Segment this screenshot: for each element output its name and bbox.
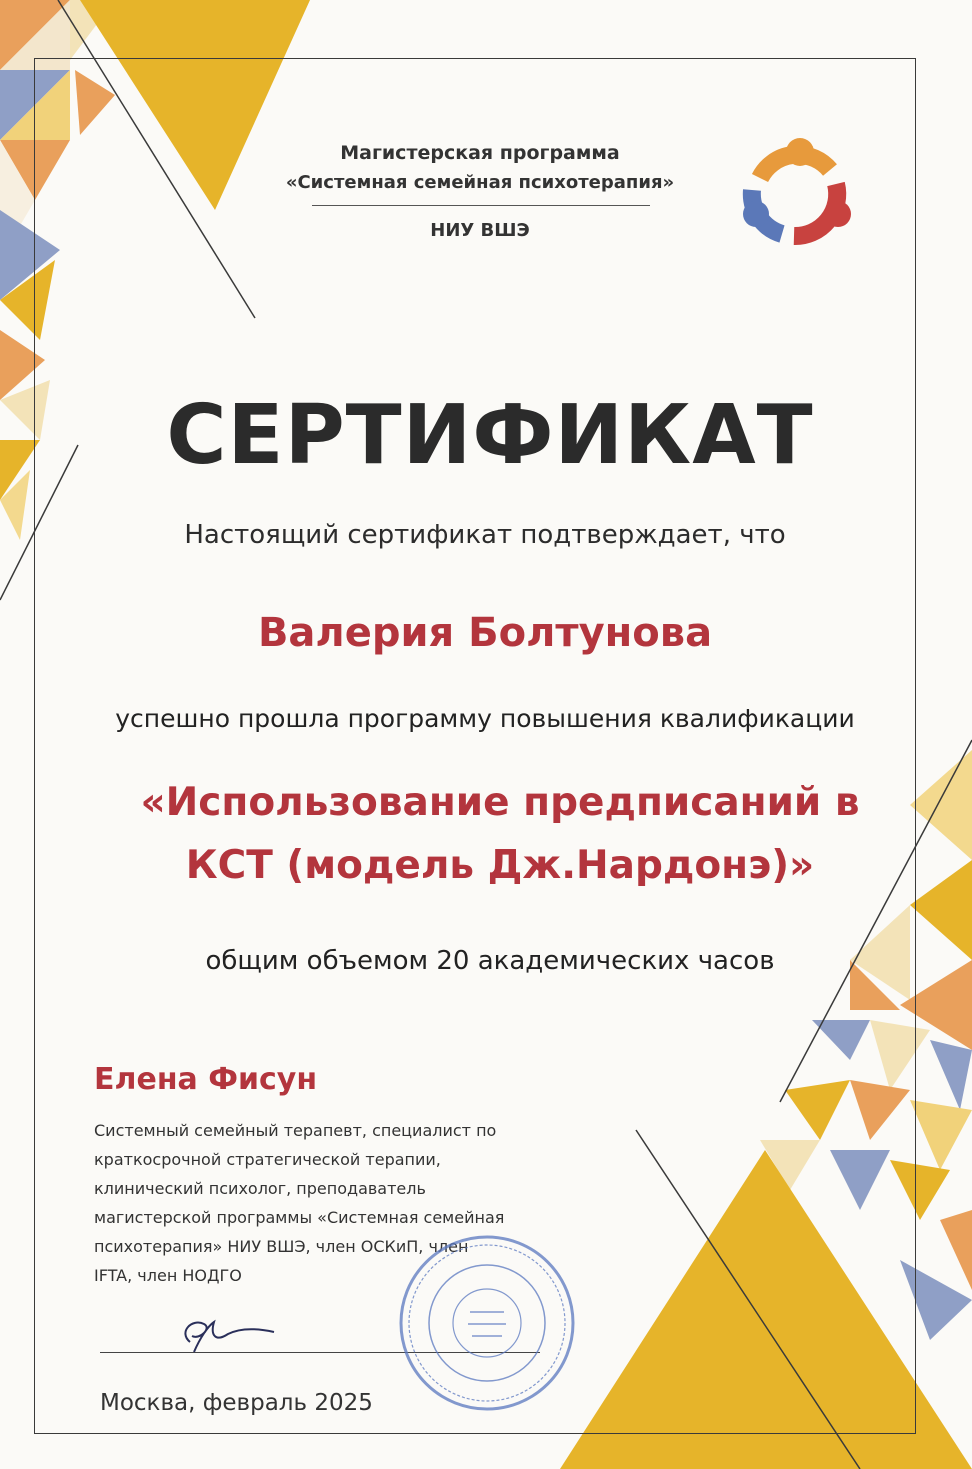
bio-line: клинический психолог, преподаватель [94,1179,426,1198]
circle-of-people-logo-icon [730,128,862,260]
signatory-name: Елена Фисун [94,1062,318,1097]
course-volume: общим объемом 20 академических часов [205,946,775,976]
program-name-line2: «Системная семейная психотерапия» [285,172,675,193]
recipient-name: Валерия Болтунова [257,610,713,656]
course-title-line1: «Использование предписаний в [140,780,860,825]
bio-line: краткосрочной стратегической терапии, [94,1150,441,1169]
handwritten-signature [170,1312,280,1356]
bio-line: IFTA, член НОДГО [94,1266,242,1285]
university-name: НИУ ВШЭ [430,220,530,241]
official-stamp [396,1232,578,1414]
program-name-line1: Магистерская программа [340,142,620,164]
course-title-line2: КСТ (модель Дж.Нардонэ)» [185,843,815,888]
certificate-subtitle: Настоящий сертификат подтверждает, что [184,520,786,550]
place-and-date: Москва, февраль 2025 [100,1390,373,1416]
bio-line: магистерской программы «Системная семейная [94,1208,505,1227]
header-divider [312,205,650,206]
bio-line: Системный семейный терапевт, специалист по [94,1121,497,1140]
certificate-title: СЕРТИФИКАТ [166,388,814,483]
bio-line: психотерапия» НИУ ВШЭ, член ОСКиП, член [94,1237,469,1256]
completion-statement: успешно прошла программу повышения квалификации [115,704,855,733]
